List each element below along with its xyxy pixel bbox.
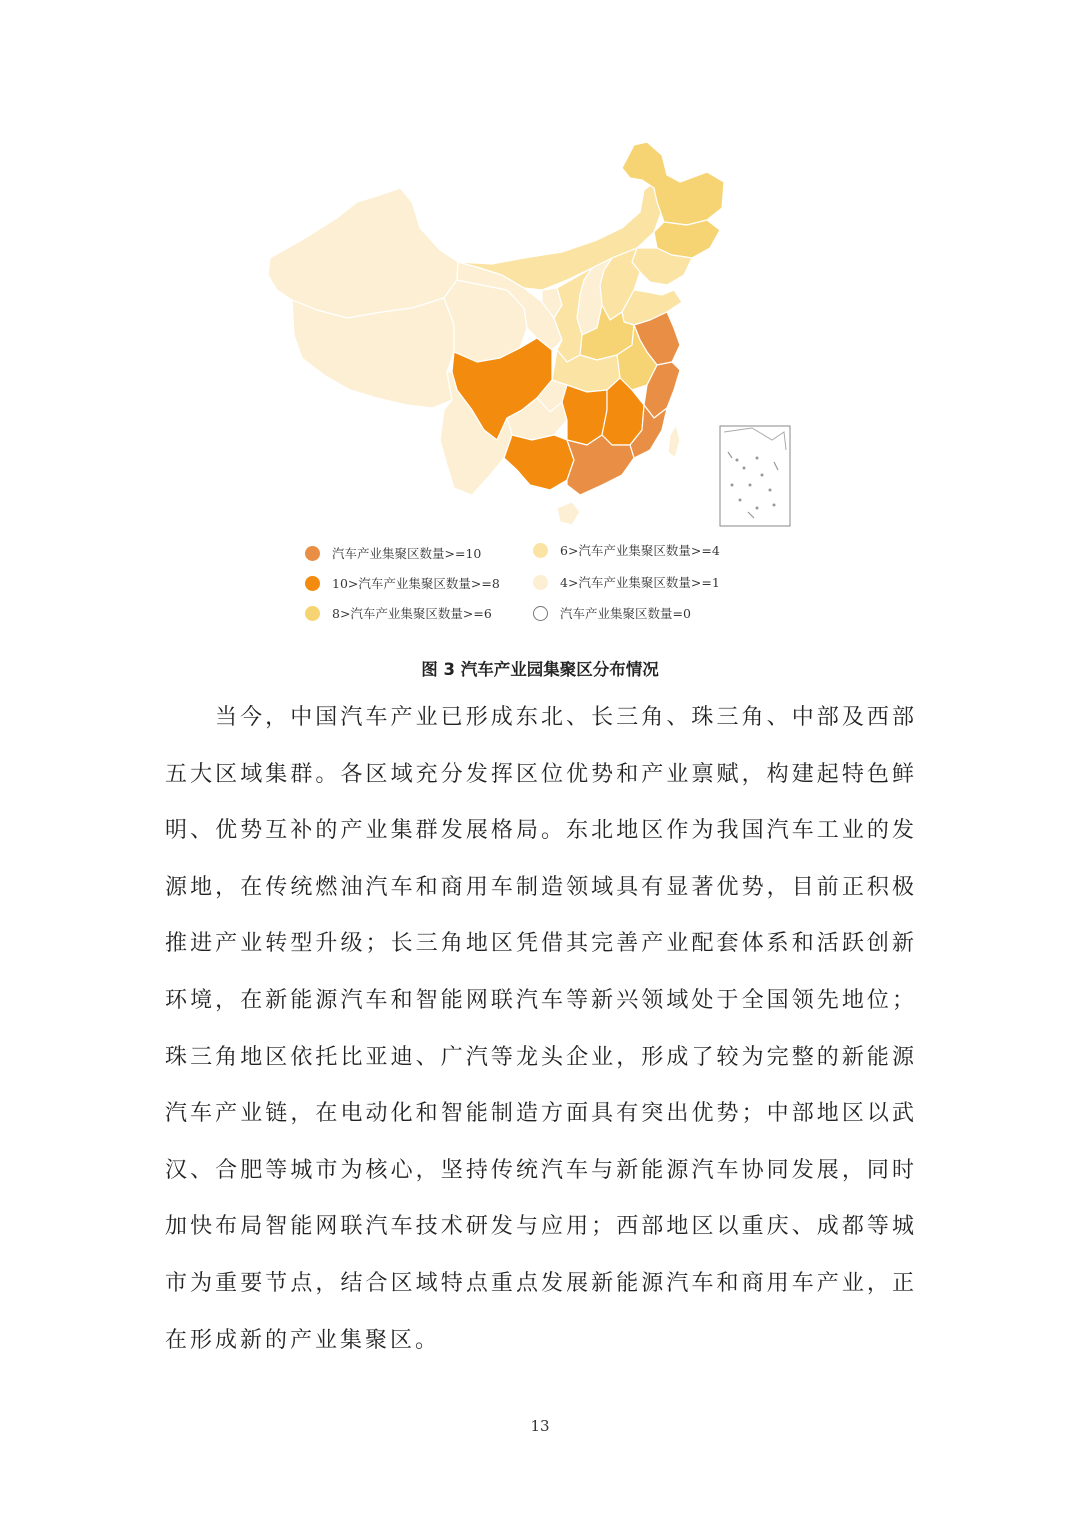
legend-item	[305, 544, 481, 562]
legend-swatch	[533, 543, 548, 558]
region-heilongjiang	[622, 142, 724, 225]
legend-label: 6>汽车产业集聚区数量>=4	[560, 543, 720, 558]
legend-item	[533, 573, 720, 591]
legend-swatch	[533, 575, 548, 590]
map-legend	[305, 540, 775, 630]
region-hainan	[557, 502, 580, 525]
legend-swatch	[305, 546, 320, 561]
legend-item	[533, 541, 720, 559]
legend-item	[305, 574, 500, 592]
legend-swatch	[533, 606, 548, 621]
legend-item	[305, 604, 492, 622]
legend-swatch	[305, 576, 320, 591]
legend-label: 汽车产业集聚区数量>=10	[332, 546, 482, 561]
figure-caption: 图 3 汽车产业园集聚区分布情况	[421, 660, 659, 679]
legend-label: 8>汽车产业集聚区数量>=6	[332, 606, 492, 621]
body-paragraph: 当今，中国汽车产业已形成东北、长三角、珠三角、中部及西部五大区域集群。各区域充分发挥区位优势和产业禀赋，构建起特色鲜明、优势互补的产业集群发展格局。东北地区作为我国汽车工业的发源地，在传统燃油汽车和商用车制造领域具有显著优势，目前正积极推进产业转型升级；长三角地区凭借其完善产业配套体系和活跃创新环境，在新能源汽车和智能网联汽车等新兴领域处于全国领先地位；珠三角地区依托比亚迪、广汽等龙头企业，形成了较为完整的新能源汽车产业链，在电动化和智能制造方面具有突出优势；中部地区以武汉、合肥等城市为核心，坚持传统汽车与新能源汽车协同发展，同时加快布局智能网联汽车技术研发与应用；西部地区以重庆、成都等城市为重要节点，结合区域特点重点发展新能源汽车和商用车产业，正在形成新的产业集聚区。	[165, 705, 917, 1353]
region-xinjiang	[268, 188, 458, 318]
region-taiwan	[668, 425, 680, 458]
south-china-sea-inset	[720, 426, 790, 526]
legend-item	[533, 604, 691, 622]
legend-swatch	[305, 606, 320, 621]
legend-label: 汽车产业集聚区数量=0	[560, 606, 691, 621]
region-guangxi	[504, 435, 574, 490]
legend-label: 10>汽车产业集聚区数量>=8	[332, 576, 500, 591]
china-choropleth-map	[262, 140, 802, 530]
region-tibet	[292, 298, 454, 408]
china-map-figure	[262, 140, 802, 530]
page-number: 13	[530, 1417, 550, 1435]
legend-label: 4>汽车产业集聚区数量>=1	[560, 575, 720, 590]
